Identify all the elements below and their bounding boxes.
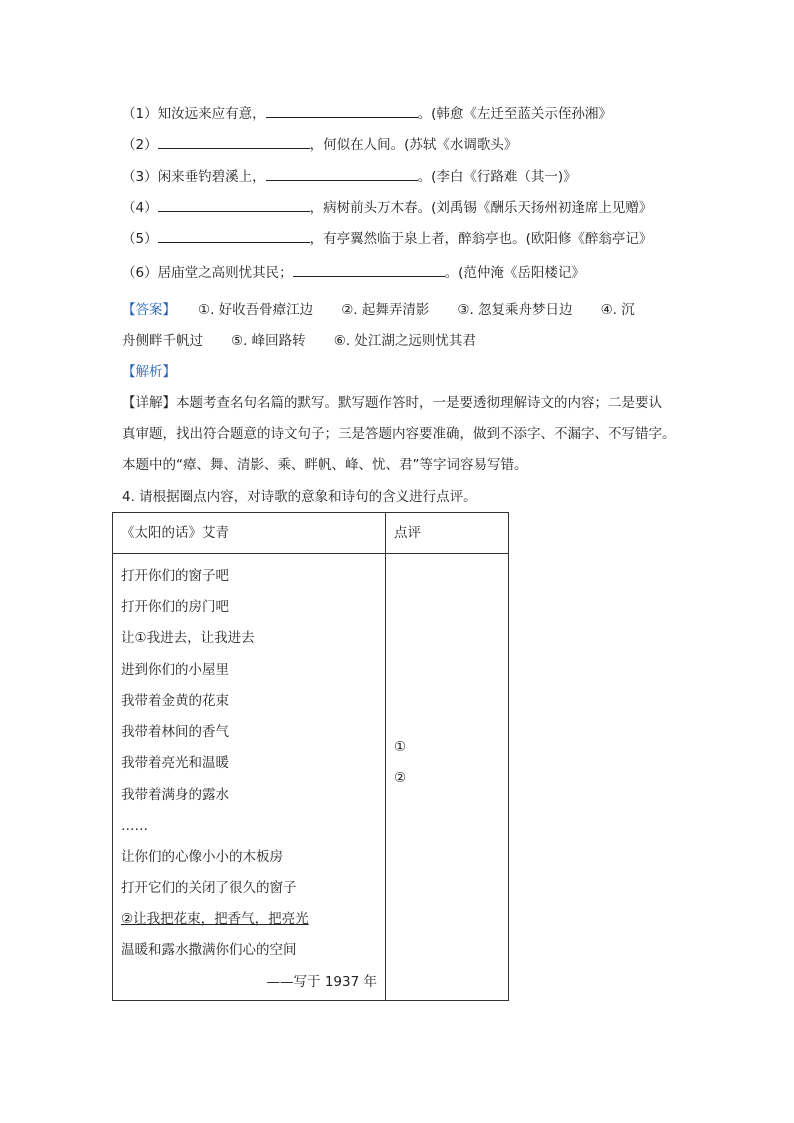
poem-line: 我带着林间的香气 (121, 724, 229, 740)
question-5 (122, 228, 652, 249)
question-text: 闲来垂钓碧溪上， (157, 169, 266, 185)
comment-cell[interactable] (386, 554, 509, 1001)
question-number: （5） (122, 231, 158, 247)
poem-signature: ——写于 1937 年 (266, 974, 377, 990)
question-number: （3） (122, 169, 158, 185)
question-text: 居庙堂之高则忧其民； (157, 265, 293, 281)
question-source: ，何似在人间。(苏轼《水调歌头》 (309, 137, 518, 153)
analysis-text: 本题考查名句名篇的默写。默写题作答时，一是要透彻理解诗文的内容；二是要认 (176, 395, 662, 411)
poem-line: 让你们的心像小小的木板房 (121, 849, 283, 865)
question-2 (122, 134, 517, 155)
poem-line: 打开你们的房门吧 (121, 599, 229, 615)
analysis-line-1 (122, 393, 662, 413)
question-source: ，有亭翼然临于泉上者，醉翁亭也。(欧阳修《醉翁亭记》 (309, 231, 653, 247)
answer-line-2 (122, 331, 476, 351)
answer-label: 【答案】 (122, 302, 176, 318)
question-6 (122, 262, 585, 283)
question-3 (122, 166, 577, 187)
poem-line: 我带着亮光和温暖 (121, 755, 229, 771)
poem-line-underlined: ②让我把花束，把香气，把亮光 (121, 911, 309, 927)
comment-mark: ② (394, 770, 407, 786)
question-number: （1） (122, 106, 158, 122)
answer-blank[interactable] (266, 166, 418, 181)
poem-line: …… (121, 818, 148, 834)
answer-item: 舟侧畔千帆过 (122, 333, 203, 349)
question-4 (122, 197, 652, 218)
question-number: （6） (122, 265, 158, 281)
analysis-label: 【解析】 (122, 364, 176, 380)
poem-header: 《太阳的话》艾青 (113, 513, 386, 554)
answer-item: ②. 起舞弄清影 (341, 302, 430, 318)
poem-line: 进到你们的小屋里 (121, 662, 229, 678)
question-4-title: 4. 请根据圈点内容，对诗歌的意象和诗句的含义进行点评。 (122, 489, 477, 505)
question-source: 。(李白《行路难（其一)》 (417, 169, 577, 185)
question-text: 知汝远来应有意， (157, 106, 266, 122)
answer-item: ⑤. 峰回路转 (231, 333, 306, 349)
answer-blank[interactable] (158, 228, 310, 243)
poem-line: 打开你们的窗子吧 (121, 568, 229, 584)
question-source: 。(范仲淹《岳阳楼记》 (444, 265, 585, 281)
answer-blank[interactable] (158, 134, 310, 149)
detail-label: 【详解】 (122, 395, 176, 411)
poem-line: 我带着满身的露水 (121, 787, 229, 803)
answer-blank[interactable] (158, 197, 310, 212)
question-source: ，病树前头万木春。(刘禹锡《酬乐天扬州初逢席上见赠》 (309, 200, 653, 216)
poem-line: 打开它们的关闭了很久的窗子 (121, 880, 297, 896)
question-number: （2） (122, 137, 158, 153)
answer-blank[interactable] (266, 103, 418, 118)
answer-item: ③. 忽复乘舟梦日边 (457, 302, 573, 318)
comment-mark: ① (394, 739, 407, 755)
comment-header: 点评 (386, 513, 509, 554)
poem-line: 我带着金黄的花束 (121, 693, 229, 709)
analysis-line-2: 真审题，找出符合题意的诗文句子；三是答题内容要准确，做到不添字、不漏字、不写错字。 (122, 426, 676, 442)
poem-line: 让①我进去，让我进去 (121, 630, 255, 646)
question-source: 。(韩愈《左迁至蓝关示侄孙湘》 (417, 106, 612, 122)
answer-item: ①. 好收吾骨瘴江边 (198, 302, 314, 318)
question-1 (122, 103, 612, 124)
answer-item: ④. 沉 (600, 302, 635, 318)
answer-item: ⑥. 处江湖之远则忧其君 (333, 333, 476, 349)
answer-blank[interactable] (293, 262, 445, 277)
answer-line-1 (122, 300, 635, 320)
analysis-line-3: 本题中的“瘴、舞、清影、乘、畔帆、峰、忧、君”等字词容易写错。 (122, 457, 528, 473)
poem-line: 温暖和露水撒满你们心的空间 (121, 942, 297, 958)
poem-cell (113, 554, 386, 1001)
question-number: （4） (122, 200, 158, 216)
poem-table (112, 512, 509, 1001)
